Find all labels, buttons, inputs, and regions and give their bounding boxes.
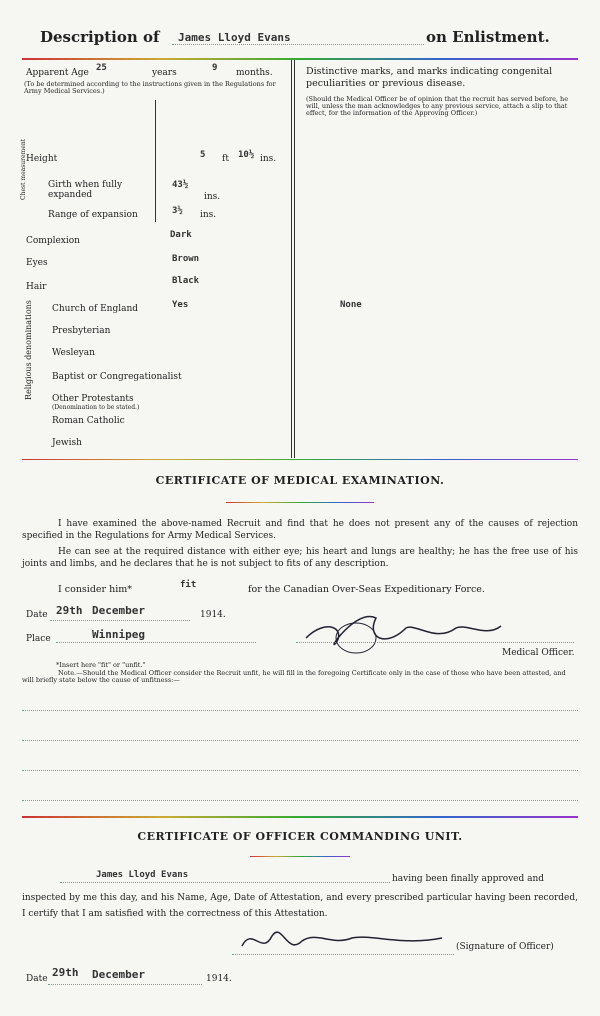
medical-officer-label: Medical Officer. xyxy=(502,648,575,658)
age-years: 25 xyxy=(96,63,107,73)
hair-label: Hair xyxy=(26,282,47,292)
ins-label-girth: ins. xyxy=(204,192,221,202)
medical-paragraph-1: I have examined the above-named Recruit and find that he does not present any of the causes of rejection specified in the Regulations for Army Medical Services. xyxy=(22,519,578,541)
medical-date-label: Date xyxy=(26,610,48,620)
commanding-recruit-name: James Lloyd Evans xyxy=(96,870,189,880)
hair-value: Black xyxy=(172,276,200,286)
height-label: Height xyxy=(26,154,58,164)
range-value: 3½ xyxy=(172,206,183,216)
medical-officer-signature xyxy=(296,598,516,658)
commanding-officer-signature xyxy=(232,916,462,964)
religion-other-note: (Denomination to be stated.) xyxy=(52,404,140,411)
ft-label: ft xyxy=(222,154,229,164)
height-in: 10½ xyxy=(238,150,255,160)
religion-jewish: Jewish xyxy=(52,438,82,448)
years-label: years xyxy=(152,68,177,78)
range-label: Range of expansion xyxy=(48,210,138,220)
girth-label: Girth when fully expanded xyxy=(48,180,123,200)
title-prefix: Description of xyxy=(40,28,160,46)
eyes-value: Brown xyxy=(172,254,200,264)
medical-paragraph-2: He can see at the required distance with either eye; his heart and lungs are healthy; he has the free use of his joints and limbs, and he declares that he is not subject to fits of any description. xyxy=(22,547,578,569)
commanding-date-month: December xyxy=(92,968,145,981)
distinctive-marks-note: (Should the Medical Officer be of opinion that the recruit has served before, he will, unless the man acknowledges to any previous service, attach a slip to that effect, for the information of the Approving Officer.) xyxy=(306,95,569,117)
place-label: Place xyxy=(26,634,51,644)
commanding-date-day: 29th xyxy=(52,966,79,979)
medical-heading: CERTIFICATE OF MEDICAL EXAMINATION. xyxy=(155,474,445,487)
commanding-text-2: inspected by me this day, and his Name, Age, Date of Attestation, and every prescribed particular having been recorded, I certify that I am satisfied with the correctness of this Attestation. xyxy=(22,893,578,919)
medical-date-day: 29th xyxy=(56,604,83,617)
religion-baptist: Baptist or Congregationalist xyxy=(52,372,182,382)
commanding-heading: CERTIFICATE OF OFFICER COMMANDING UNIT. xyxy=(137,830,463,843)
ins-label-range: ins. xyxy=(200,210,217,220)
religion-presbyterian: Presbyterian xyxy=(52,326,111,336)
months-label: months. xyxy=(236,68,273,78)
title-suffix: on Enlistment. xyxy=(426,28,550,46)
distinctive-marks-value: None xyxy=(340,300,362,310)
signature-of-officer-label: (Signature of Officer) xyxy=(456,942,554,952)
commanding-text-1: having been finally approved and xyxy=(392,874,545,884)
religion-roman-catholic: Roman Catholic xyxy=(52,416,125,426)
insert-note: *Insert here "fit" or "unfit." xyxy=(56,661,146,669)
chest-label: Chest measurement xyxy=(20,138,27,200)
religion-label: Religious denominations xyxy=(24,300,33,400)
recruit-name: James Lloyd Evans xyxy=(178,31,291,44)
place-value: Winnipeg xyxy=(92,628,145,641)
girth-value: 43½ xyxy=(172,180,189,190)
commanding-date-year: 1914. xyxy=(206,974,232,984)
religion-church-of-england: Church of England xyxy=(52,304,139,314)
commanding-date-label: Date xyxy=(26,974,48,984)
age-label: Apparent Age xyxy=(26,68,89,78)
complexion-value: Dark xyxy=(170,230,192,240)
eyes-label: Eyes xyxy=(26,258,48,268)
age-note: (To be determined according to the instructions given in the Regulations for Army Medical Services.) xyxy=(24,80,276,95)
force-label: for the Canadian Over-Seas Expeditionary Force. xyxy=(248,584,485,595)
religion-wesleyan: Wesleyan xyxy=(52,348,95,358)
distinctive-marks-heading: Distinctive marks, and marks indicating congenital peculiarities or previous disease. xyxy=(306,66,553,89)
age-months: 9 xyxy=(212,63,218,73)
ins-label: ins. xyxy=(260,154,277,164)
fit-value: fit xyxy=(180,580,197,590)
unfit-note: Note.—Should the Medical Officer consider the Recruit unfit, he will fill in the foregoing Certificate only in the case of those who have been attested, and will briefly state below the cause of unfitness:— xyxy=(22,669,566,684)
religion-other: Other Protestants xyxy=(52,394,134,404)
medical-date-month: December xyxy=(92,604,145,617)
height-ft: 5 xyxy=(200,150,206,160)
complexion-label: Complexion xyxy=(26,236,80,246)
medical-date-year: 1914. xyxy=(200,610,226,620)
religion-value: Yes xyxy=(172,300,189,310)
consider-label: I consider him* xyxy=(58,584,133,595)
